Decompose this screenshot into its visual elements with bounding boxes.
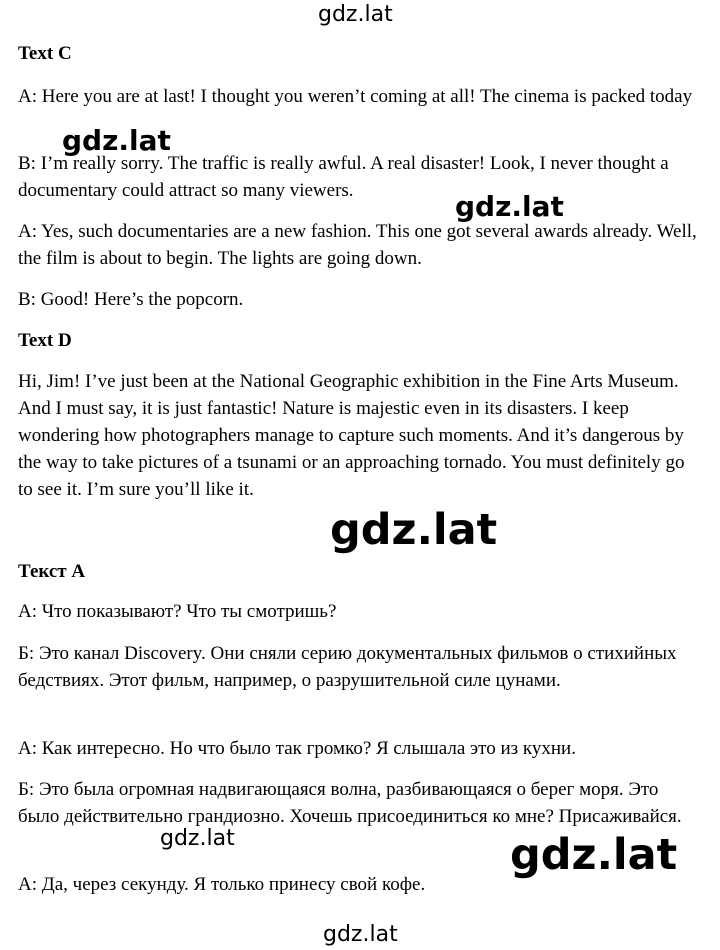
text-a-line-2: Б: Это канал Discovery. Они сняли серию документальных фильмов о стихийных бедствиях. Этот фильм, например, о разрушительной силе цунами. [18,643,677,691]
text-d-heading: Text D [18,330,72,351]
watermark-bottom: gdz.lat [323,922,398,947]
text-a-line-5: А: Да, через секунду. Я только принесу свой кофе. [18,874,426,895]
watermark-3: gdz.lat [330,505,498,555]
watermark-4: gdz.lat [160,826,235,851]
watermark-2: gdz.lat [455,190,564,223]
text-a-line-1: А: Что показывают? Что ты смотришь? [18,601,337,622]
text-c-line-2: B: I’m really sorry. The traffic is really awful. A real disaster! Look, I never thought a documentary could attract so many viewers. [18,153,669,201]
text-c-line-1: A: Here you are at last! I thought you weren’t coming at all! The cinema is packed today [18,86,693,107]
text-a-heading: Текст А [18,561,86,582]
watermark-1: gdz.lat [62,124,171,157]
text-a-line-4: Б: Это была огромная надвигающаяся волна, разбивающаяся о берег моря. Это было действительно грандиозно. Хочешь присоединиться ко мне? Присаживайся. [18,779,682,827]
watermark-top: gdz.lat [318,2,393,27]
text-c-line-3: A: Yes, such documentaries are a new fashion. This one got several awards already. Well, the film is about to begin. The lights are going down. [18,221,697,269]
text-c-line-4: B: Good! Here’s the popcorn. [18,289,244,310]
text-c-heading: Text C [18,43,72,64]
text-a-line-3: А: Как интересно. Но что было так громко? Я слышала это из кухни. [18,738,576,759]
watermark-5: gdz.lat [510,830,678,880]
text-d-body: Hi, Jim! I’ve just been at the National Geographic exhibition in the Fine Arts Museum. And I must say, it is just fantastic! Nature is majestic even in its disasters. I keep wondering how photographers manage to capture such moments. And it’s dangerous by the way to take pictures of a tsunami or an approaching tornado. You must definitely go to see it. I’m sure you’ll like it. [18,371,685,500]
